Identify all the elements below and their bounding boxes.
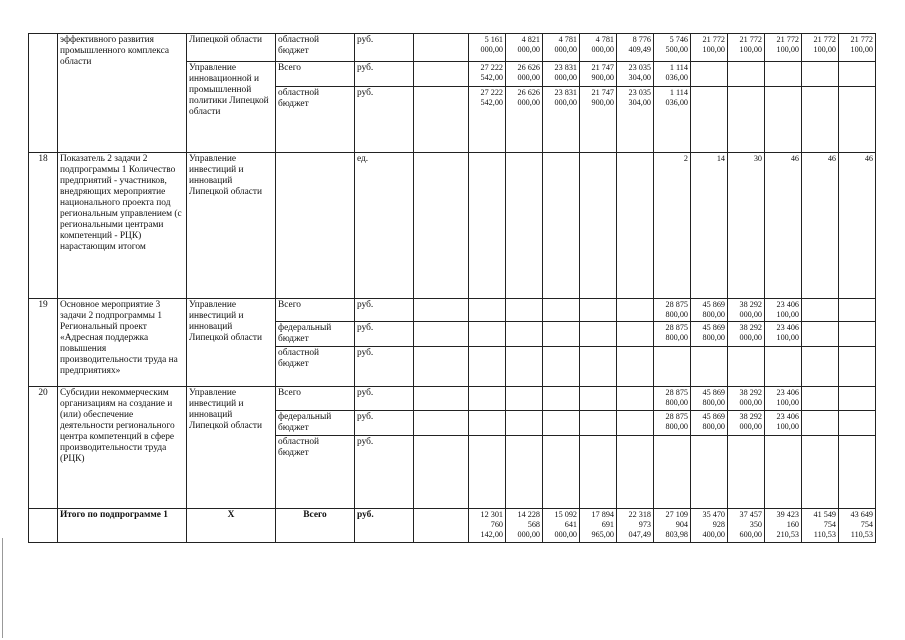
value-cell: 28 875 800,00 xyxy=(654,322,691,347)
value-cell: 38 292 000,00 xyxy=(728,299,765,322)
value-cell: 4 781 000,00 xyxy=(580,34,617,62)
value-cell xyxy=(543,347,580,387)
value-cell xyxy=(839,299,876,322)
row-unit: руб. xyxy=(355,411,414,436)
value-cell xyxy=(802,87,839,153)
value-cell: 45 869 800,00 xyxy=(691,299,728,322)
total-executor: X xyxy=(187,509,276,543)
value-cell xyxy=(839,347,876,387)
row-index: 19 xyxy=(29,299,58,387)
total-label: Итого по подпрограмме 1 xyxy=(58,509,187,543)
row-executor: Управление инновационной и промышленной политики Липецкой области xyxy=(187,62,276,153)
value-cell xyxy=(839,87,876,153)
value-cell xyxy=(839,387,876,411)
value-cell xyxy=(691,62,728,87)
value-cell: 23 406 100,00 xyxy=(765,411,802,436)
value-cell: 39 423 160 210,53 xyxy=(765,509,802,543)
value-cell xyxy=(617,347,654,387)
value-cell xyxy=(765,62,802,87)
value-cell: 5 161 000,00 xyxy=(469,34,506,62)
value-cell: 23 406 100,00 xyxy=(765,387,802,411)
value-cell xyxy=(728,87,765,153)
row-name: Субсидии некоммерческим организациям на создание и (или) обеспечение деятельности регионального центра компетенций в сфере производительности труда (РЦК) xyxy=(58,387,187,509)
row-executor: Управление инвестиций и инноваций Липецкой области xyxy=(187,153,276,299)
value-cell: 21 772 100,00 xyxy=(691,34,728,62)
value-cell xyxy=(654,436,691,509)
value-cell xyxy=(617,436,654,509)
value-cell xyxy=(728,436,765,509)
row-unit: руб. xyxy=(355,347,414,387)
value-cell xyxy=(469,411,506,436)
value-cell xyxy=(469,436,506,509)
value-cell: 45 869 800,00 xyxy=(691,411,728,436)
value-cell xyxy=(691,87,728,153)
value-cell xyxy=(617,153,654,299)
value-cell: 21 772 100,00 xyxy=(728,34,765,62)
row-index: 18 xyxy=(29,153,58,299)
value-cell: 43 649 754 110,53 xyxy=(839,509,876,543)
value-cell xyxy=(617,387,654,411)
table-row xyxy=(29,153,876,299)
value-cell: 30 xyxy=(728,153,765,299)
value-cell xyxy=(543,153,580,299)
value-cell xyxy=(617,322,654,347)
value-cell: 37 457 350 600,00 xyxy=(728,509,765,543)
table-row xyxy=(29,299,876,322)
value-cell: 45 869 800,00 xyxy=(691,322,728,347)
value-cell xyxy=(728,62,765,87)
value-cell xyxy=(802,411,839,436)
value-cell xyxy=(691,347,728,387)
value-cell xyxy=(543,299,580,322)
row-source: областной бюджет xyxy=(276,347,355,387)
value-cell xyxy=(469,387,506,411)
value-cell: 5 746 500,00 xyxy=(654,34,691,62)
value-cell xyxy=(617,299,654,322)
row-unit: руб. xyxy=(355,387,414,411)
row-executor: Липецкой области xyxy=(187,34,276,62)
value-cell: 1 114 036,00 xyxy=(654,87,691,153)
row-unit: руб. xyxy=(355,34,414,62)
value-cell: 27 222 542,00 xyxy=(469,62,506,87)
value-cell: 41 549 754 110,53 xyxy=(802,509,839,543)
row-source: Всего xyxy=(276,62,355,87)
value-cell: 23 035 304,00 xyxy=(617,62,654,87)
row-unit: руб. xyxy=(355,87,414,153)
value-cell xyxy=(617,411,654,436)
table-row xyxy=(29,387,876,411)
value-cell xyxy=(580,153,617,299)
value-cell xyxy=(580,387,617,411)
row-name: Показатель 2 задачи 2 подпрограммы 1 Количество предприятий - участников, внедряющих мероприятие национального проекта под региональным управлением (с региональными центрами компетенций - РЦК) нарастающим итогом xyxy=(58,153,187,299)
row-unit: руб. xyxy=(355,62,414,87)
row-unit: руб. xyxy=(355,322,414,347)
value-cell: 21 772 100,00 xyxy=(802,34,839,62)
value-cell: 8 776 409,49 xyxy=(617,34,654,62)
row-name: эффективного развития промышленного комплекса области xyxy=(58,34,187,153)
value-cell: 27 222 542,00 xyxy=(469,87,506,153)
value-cell xyxy=(543,387,580,411)
value-cell xyxy=(839,62,876,87)
value-cell xyxy=(839,411,876,436)
value-cell: 46 xyxy=(839,153,876,299)
value-cell: 23 035 304,00 xyxy=(617,87,654,153)
value-cell xyxy=(580,299,617,322)
subprogram-finance-table xyxy=(28,33,876,543)
value-cell xyxy=(580,436,617,509)
value-cell: 14 228 568 000,00 xyxy=(506,509,543,543)
value-cell: 12 301 760 142,00 xyxy=(469,509,506,543)
value-cell: 38 292 000,00 xyxy=(728,322,765,347)
value-cell: 17 894 691 965,00 xyxy=(580,509,617,543)
row-executor: Управление инвестиций и инноваций Липецкой области xyxy=(187,387,276,509)
row-source: федеральный бюджет xyxy=(276,411,355,436)
row-source: областной бюджет xyxy=(276,34,355,62)
value-cell: 1 114 036,00 xyxy=(654,62,691,87)
value-cell xyxy=(506,436,543,509)
value-cell xyxy=(543,322,580,347)
value-cell xyxy=(506,153,543,299)
value-cell xyxy=(802,387,839,411)
row-source: Всего xyxy=(276,387,355,411)
value-cell xyxy=(580,411,617,436)
row-source xyxy=(276,153,355,299)
value-cell xyxy=(839,322,876,347)
value-cell: 38 292 000,00 xyxy=(728,387,765,411)
value-cell: 2 xyxy=(654,153,691,299)
value-cell xyxy=(654,347,691,387)
value-cell xyxy=(765,436,802,509)
value-cell: 4 821 000,00 xyxy=(506,34,543,62)
value-cell: 23 831 000,00 xyxy=(543,87,580,153)
value-cell: 23 831 000,00 xyxy=(543,62,580,87)
value-cell xyxy=(580,322,617,347)
value-cell xyxy=(691,436,728,509)
value-cell: 45 869 800,00 xyxy=(691,387,728,411)
value-cell: 23 406 100,00 xyxy=(765,322,802,347)
value-cell: 21 747 900,00 xyxy=(580,62,617,87)
value-cell xyxy=(802,299,839,322)
row-source: федеральный бюджет xyxy=(276,322,355,347)
value-cell xyxy=(802,347,839,387)
value-cell xyxy=(469,347,506,387)
value-cell: 14 xyxy=(691,153,728,299)
total-row xyxy=(29,509,876,543)
value-cell: 23 406 100,00 xyxy=(765,299,802,322)
value-cell: 38 292 000,00 xyxy=(728,411,765,436)
value-cell: 28 875 800,00 xyxy=(654,299,691,322)
value-cell: 21 772 100,00 xyxy=(839,34,876,62)
value-cell xyxy=(802,322,839,347)
value-cell xyxy=(728,347,765,387)
value-cell: 46 xyxy=(765,153,802,299)
value-cell xyxy=(802,436,839,509)
row-source: областной бюджет xyxy=(276,436,355,509)
page-edge-line xyxy=(2,538,3,638)
row-executor: Управление инвестиций и инноваций Липецкой области xyxy=(187,299,276,387)
value-cell: 15 092 641 000,00 xyxy=(543,509,580,543)
total-unit: руб. xyxy=(355,509,414,543)
value-cell xyxy=(506,347,543,387)
value-cell: 27 109 904 803,98 xyxy=(654,509,691,543)
table-row xyxy=(29,34,876,62)
value-cell: 35 470 928 400,00 xyxy=(691,509,728,543)
value-cell xyxy=(506,299,543,322)
row-source: областной бюджет xyxy=(276,87,355,153)
row-unit: руб. xyxy=(355,436,414,509)
value-cell xyxy=(765,87,802,153)
value-cell: 28 875 800,00 xyxy=(654,387,691,411)
value-cell: 22 318 973 047,49 xyxy=(617,509,654,543)
value-cell xyxy=(839,436,876,509)
value-cell xyxy=(506,411,543,436)
value-cell: 26 626 000,00 xyxy=(506,87,543,153)
row-source: Всего xyxy=(276,299,355,322)
value-cell: 28 875 800,00 xyxy=(654,411,691,436)
value-cell xyxy=(543,411,580,436)
value-cell: 26 626 000,00 xyxy=(506,62,543,87)
row-name: Основное мероприятие 3 задачи 2 подпрограммы 1 Региональный проект «Адресная поддержка повышения производительности труда на предприятиях» xyxy=(58,299,187,387)
value-cell xyxy=(543,436,580,509)
value-cell xyxy=(802,62,839,87)
value-cell xyxy=(469,322,506,347)
value-cell xyxy=(469,299,506,322)
value-cell xyxy=(506,322,543,347)
value-cell xyxy=(580,347,617,387)
value-cell: 4 781 000,00 xyxy=(543,34,580,62)
value-cell xyxy=(469,153,506,299)
row-index: 20 xyxy=(29,387,58,509)
total-source: Всего xyxy=(276,509,355,543)
value-cell xyxy=(506,387,543,411)
value-cell xyxy=(765,347,802,387)
row-unit: ед. xyxy=(355,153,414,299)
value-cell: 21 747 900,00 xyxy=(580,87,617,153)
row-unit: руб. xyxy=(355,299,414,322)
value-cell: 46 xyxy=(802,153,839,299)
value-cell: 21 772 100,00 xyxy=(765,34,802,62)
